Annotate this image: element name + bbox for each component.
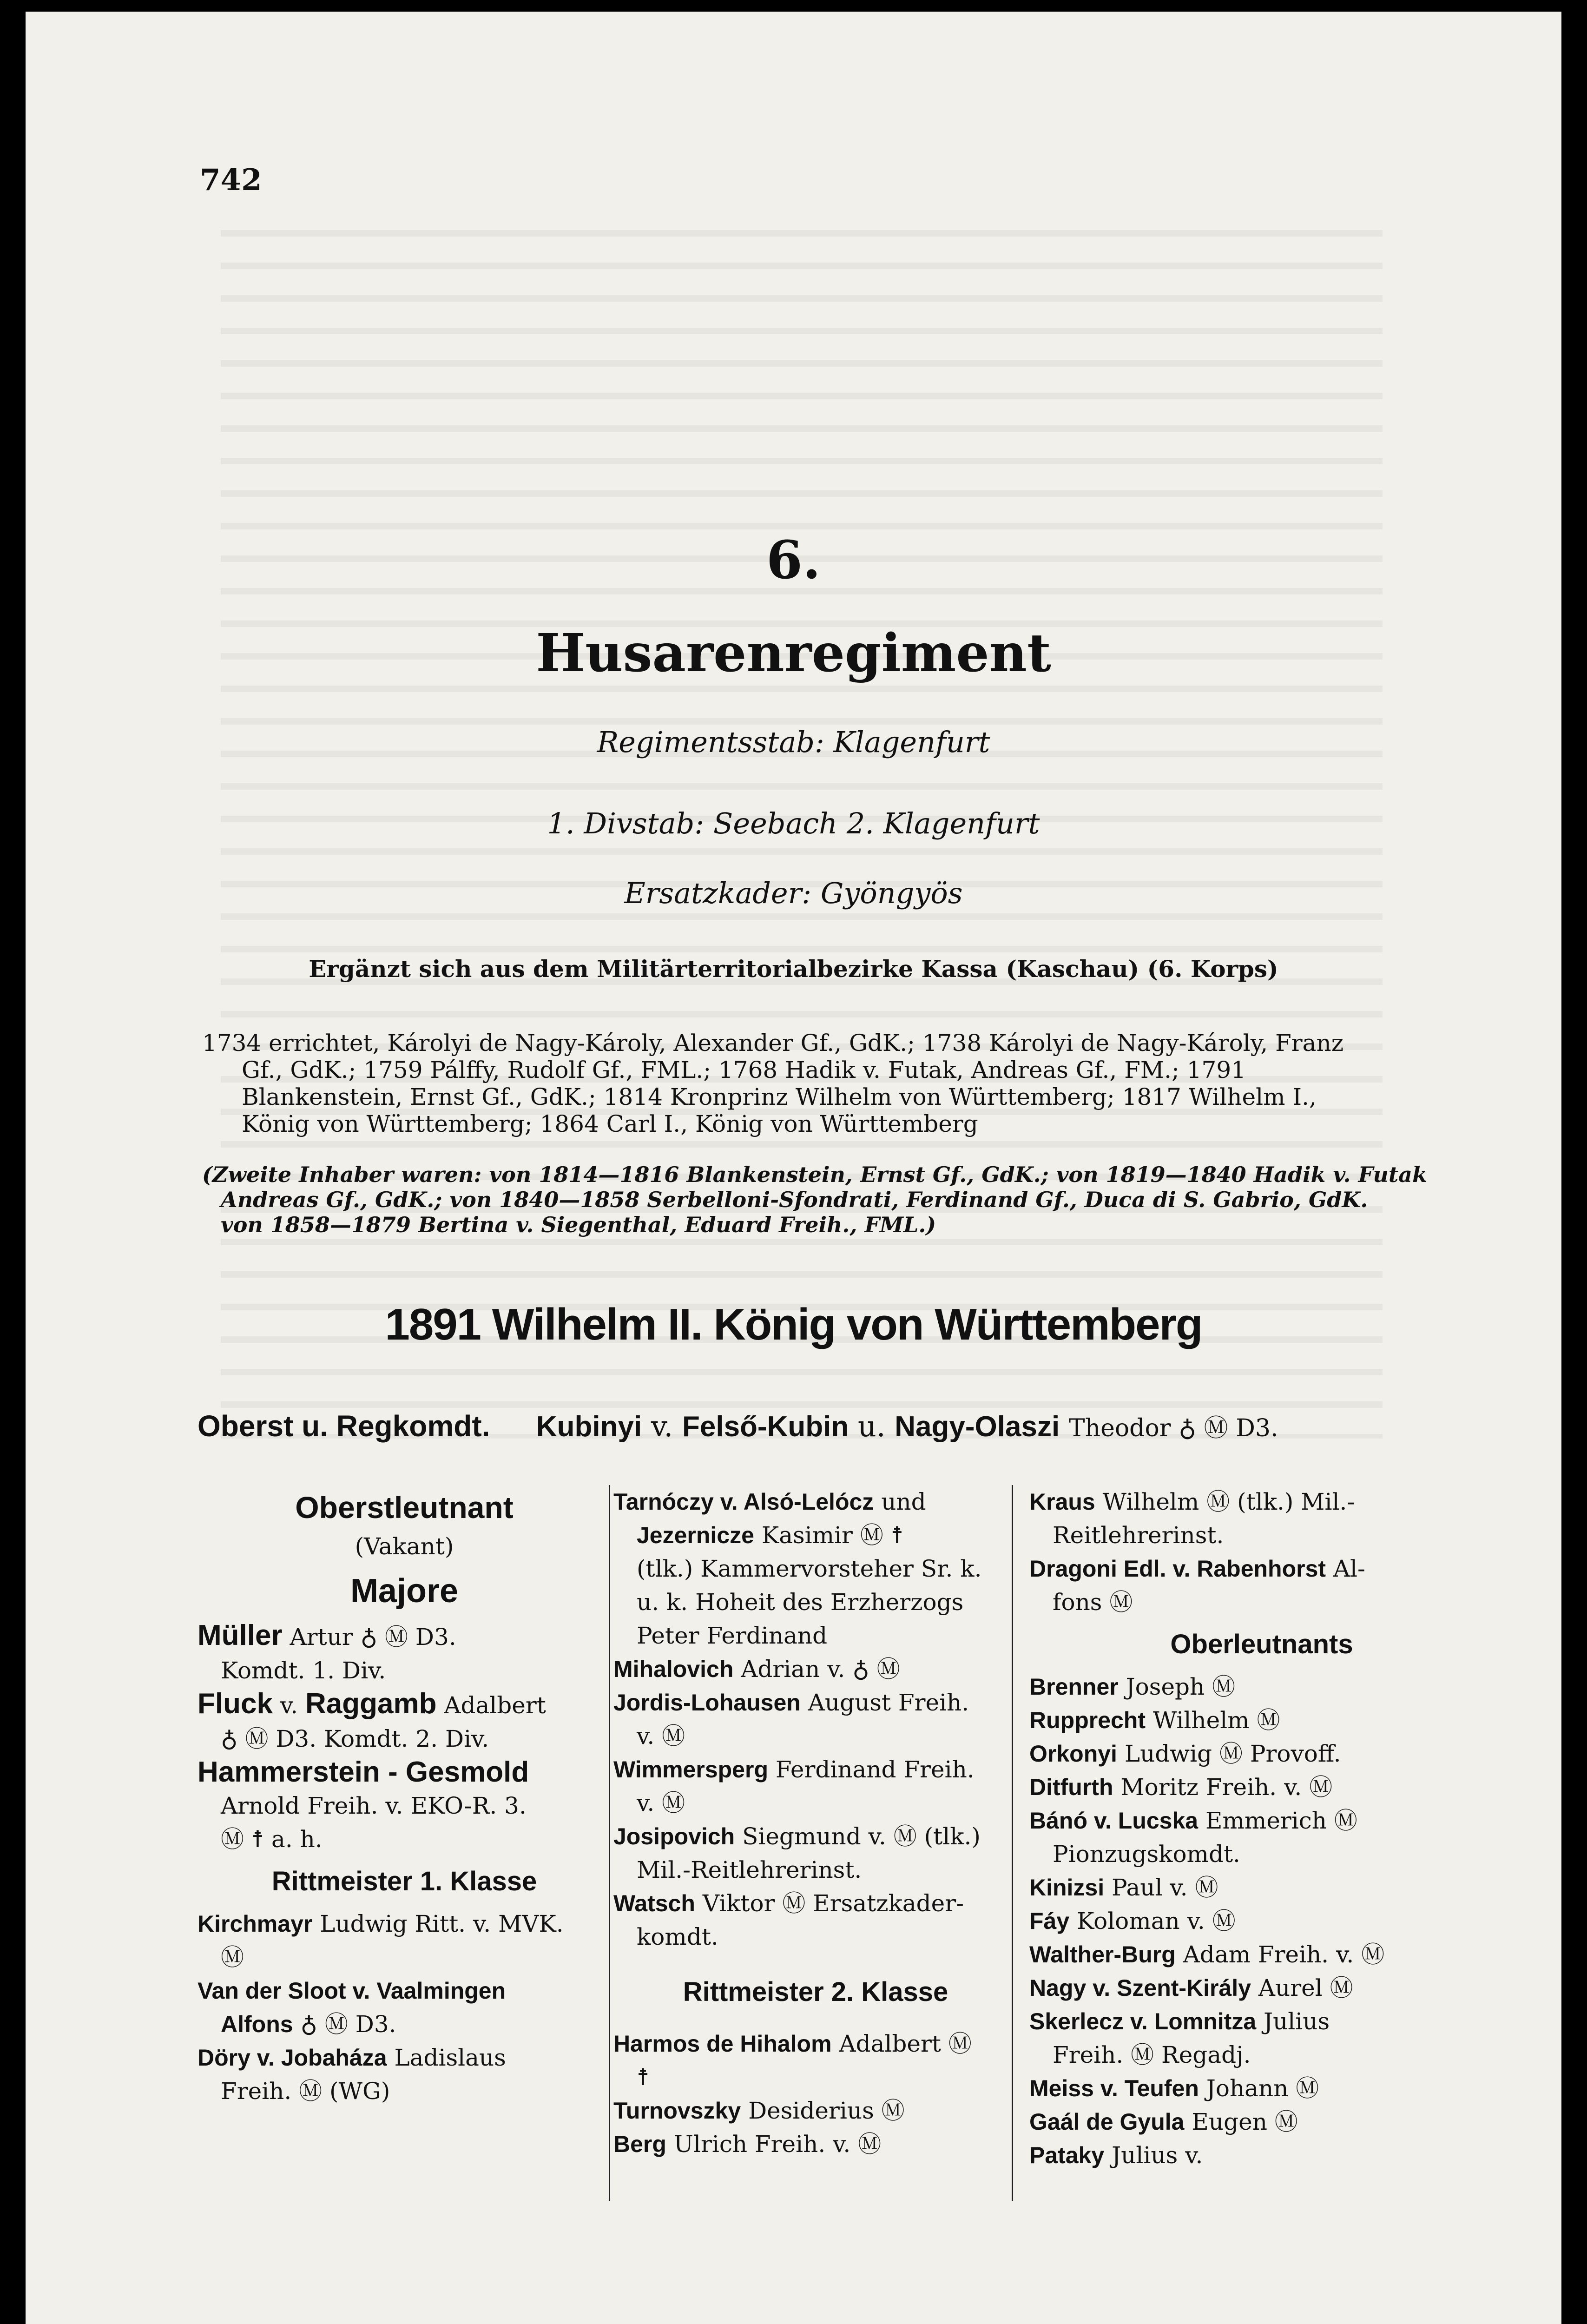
officer-entry-cont: Arnold Freih. v. EKO-R. 3. bbox=[221, 1792, 527, 1819]
officer-details: Siegmund v. Ⓜ (tlk.) bbox=[742, 1823, 981, 1850]
officer-details: Koloman v. Ⓜ bbox=[1077, 1908, 1236, 1934]
officer-entry-cont: v. Ⓜ bbox=[637, 1723, 685, 1750]
officer-entry-cont: (tlk.) Kammervorsteher Sr. k. bbox=[637, 1555, 982, 1582]
officer-entry-cont: ☨ bbox=[637, 2064, 650, 2091]
officer-details: Adrian v. ♁ Ⓜ bbox=[741, 1656, 900, 1683]
officer-entry-cont: fons Ⓜ bbox=[1053, 1589, 1133, 1616]
officer-name: Turnovszky bbox=[613, 2098, 741, 2124]
second-owners-line: von 1858—1879 Bertina v. Siegenthal, Eduard Freih., FML.) bbox=[221, 1212, 936, 1237]
officer-entry-cont: v. Ⓜ bbox=[637, 1789, 685, 1816]
officer-details: Al- bbox=[1333, 1555, 1365, 1582]
officer-entry bbox=[1029, 1804, 1494, 1837]
officer-entry bbox=[1029, 1904, 1494, 1938]
oberst-rank: Oberst u. Regkomdt. bbox=[198, 1409, 490, 1443]
oberst-name: Felső-Kubin bbox=[682, 1411, 849, 1443]
divisionsstab-line: 1. Divstab: Seebach 2. Klagenfurt bbox=[547, 806, 1040, 840]
officer-entry-cont: Freih. Ⓜ (WG) bbox=[221, 2078, 390, 2105]
officer-details: Eugen Ⓜ bbox=[1192, 2108, 1298, 2135]
officer-name: Ditfurth bbox=[1029, 1774, 1113, 1800]
page-number: 742 bbox=[200, 163, 262, 198]
document-page bbox=[26, 12, 1561, 2324]
history-line: Gf., GdK.; 1759 Pálffy, Rudolf Gf., FML.; 1768 Hadik v. Futak, Andreas Gf., FM.; 1791 bbox=[242, 1056, 1246, 1083]
officer-name: Tarnóczy v. Alsó-Lelócz bbox=[613, 1489, 874, 1515]
history-line: König von Württemberg; 1864 Carl I., König von Württemberg bbox=[242, 1110, 978, 1137]
officer-entry bbox=[1029, 2105, 1494, 2139]
officer-entry bbox=[198, 2007, 611, 2041]
officer-entry bbox=[613, 1519, 1018, 1552]
officer-name: Döry v. Jobaháza bbox=[198, 2045, 387, 2071]
officer-entry bbox=[1029, 1770, 1494, 1804]
officer-entry-cont: Ⓜ ☨ a. h. bbox=[221, 1826, 323, 1853]
officer-entry-cont: Komdt. 1. Div. bbox=[221, 1657, 386, 1684]
oberst-entry bbox=[198, 1408, 1278, 1443]
officer-details: Ludwig Ⓜ Provoff. bbox=[1124, 1740, 1341, 1767]
officer-details: Desiderius Ⓜ bbox=[748, 2097, 905, 2124]
officer-name: Jordis-Lohausen bbox=[613, 1690, 801, 1716]
officer-entry bbox=[1029, 2072, 1494, 2105]
officer-details: Wilhelm Ⓜ (tlk.) Mil.- bbox=[1102, 1488, 1355, 1515]
officers-column-middle bbox=[613, 1485, 1018, 2161]
officer-entry-cont: Peter Ferdinand bbox=[637, 1622, 828, 1649]
officer-entry-cont: u. k. Hoheit des Erzherzogs bbox=[637, 1589, 964, 1616]
officer-name: Raggamb bbox=[305, 1688, 437, 1720]
oberst-details: Theodor ♁ Ⓜ D3. bbox=[1068, 1414, 1278, 1442]
regimentsstab-line: Regimentsstab: Klagenfurt bbox=[597, 725, 990, 759]
officer-details: Emmerich Ⓜ bbox=[1205, 1807, 1357, 1834]
officer-details: Johann Ⓜ bbox=[1206, 2075, 1319, 2102]
section-heading-rittmeister-1: Rittmeister 1. Klasse bbox=[271, 1866, 537, 1896]
officer-entry bbox=[1029, 1485, 1494, 1519]
officer-name: Harmos de Hihalom bbox=[613, 2031, 832, 2057]
regiment-number: 6. bbox=[766, 530, 821, 591]
officer-details: Joseph Ⓜ bbox=[1126, 1673, 1236, 1700]
officer-name: Nagy v. Szent-Király bbox=[1029, 1975, 1251, 2001]
officer-name: Fáy bbox=[1029, 1908, 1070, 1934]
section-heading-rittmeister-2: Rittmeister 2. Klasse bbox=[683, 1977, 948, 2007]
officer-name: Müller bbox=[198, 1619, 283, 1651]
officer-entry-cont: Reitlehrerinst. bbox=[1053, 1522, 1224, 1549]
officer-name: Watsch bbox=[613, 1890, 695, 1916]
officer-details: August Freih. bbox=[808, 1689, 969, 1716]
section-heading-oberleutnants: Oberleutnants bbox=[1170, 1629, 1353, 1659]
section-heading-majore: Majore bbox=[350, 1572, 459, 1610]
officer-entry bbox=[613, 1753, 1018, 1786]
officer-details: Paul v. Ⓜ bbox=[1112, 1874, 1218, 1901]
officer-name: Meiss v. Teufen bbox=[1029, 2075, 1199, 2101]
officer-details: Moritz Freih. v. Ⓜ bbox=[1120, 1774, 1333, 1801]
officer-name: Wimmersperg bbox=[613, 1756, 768, 1783]
officer-name: Kinizsi bbox=[1029, 1875, 1105, 1901]
officer-details: Artur ♁ Ⓜ D3. bbox=[290, 1624, 456, 1651]
officer-details: Aurel Ⓜ bbox=[1258, 1974, 1353, 2001]
officer-entry-cont: Mil.-Reitlehrerinst. bbox=[637, 1856, 862, 1883]
second-owners-line: Andreas Gf., GdK.; von 1840—1858 Serbelloni-Sfondrati, Ferdinand Gf., Duca di S. Gabrio, GdK. bbox=[221, 1187, 1368, 1212]
officer-details: Adalbert Ⓜ bbox=[839, 2030, 972, 2057]
officers-column-right bbox=[1015, 1485, 1494, 2172]
officer-entry bbox=[198, 1619, 611, 1654]
officer-details: Adalbert bbox=[444, 1692, 546, 1719]
officer-details: ♁ Ⓜ D3. bbox=[300, 2011, 396, 2038]
officer-name: Walther-Burg bbox=[1029, 1941, 1176, 1967]
officer-details: Ulrich Freih. v. Ⓜ bbox=[673, 2131, 882, 2158]
officer-entry bbox=[1029, 1670, 1494, 1703]
officer-entry bbox=[1029, 1871, 1494, 1904]
second-owners-note bbox=[202, 1162, 1429, 1237]
officer-entry bbox=[613, 2027, 1018, 2060]
officer-entry-cont: ♁ Ⓜ D3. Komdt. 2. Div. bbox=[221, 1725, 489, 1752]
officer-entry bbox=[613, 1485, 1018, 1519]
officer-name: Orkonyi bbox=[1029, 1741, 1117, 1767]
officer-name: Berg bbox=[613, 2131, 666, 2157]
recruitment-district-line: Ergänzt sich aus dem Militärterritorialbezirke Kassa (Kaschau) (6. Korps) bbox=[309, 955, 1278, 983]
officer-details: Kasimir Ⓜ ☨ bbox=[761, 1522, 903, 1549]
officer-entry-cont: komdt. bbox=[637, 1923, 718, 1950]
officer-entry bbox=[1029, 1552, 1494, 1585]
oberst-particle: u. bbox=[857, 1409, 886, 1443]
officer-entry-cont: Freih. Ⓜ Regadj. bbox=[1053, 2041, 1251, 2068]
officer-entry bbox=[198, 2041, 611, 2074]
regiment-owner-heading: 1891 Wilhelm II. König von Württemberg bbox=[385, 1300, 1202, 1349]
regiment-history bbox=[202, 1030, 1429, 1137]
officer-name: Rupprecht bbox=[1029, 1707, 1146, 1733]
officer-details: und bbox=[881, 1488, 926, 1515]
vakant-note: (Vakant) bbox=[355, 1533, 454, 1560]
officer-name: Fluck bbox=[198, 1688, 273, 1720]
officer-entry bbox=[613, 1820, 1018, 1853]
officer-details: Viktor Ⓜ Ersatzkader- bbox=[702, 1890, 964, 1917]
officer-details: Ferdinand Freih. bbox=[775, 1756, 975, 1783]
officer-details: Julius v. bbox=[1112, 2142, 1203, 2169]
officer-entry-cont: Ⓜ bbox=[221, 1944, 244, 1971]
officer-entry bbox=[613, 1652, 1018, 1686]
officer-entry bbox=[613, 1887, 1018, 1920]
officer-details: Adam Freih. v. Ⓜ bbox=[1183, 1941, 1385, 1968]
officers-column-left bbox=[198, 1485, 611, 2108]
officer-entry bbox=[1029, 1938, 1494, 1971]
officer-details: Ladislaus bbox=[394, 2044, 506, 2071]
officer-name: Dragoni Edl. v. Rabenhorst bbox=[1029, 1556, 1326, 1582]
officer-name: Josipovich bbox=[613, 1823, 735, 1849]
officer-entry bbox=[1029, 2139, 1494, 2172]
officer-entry bbox=[1029, 1737, 1494, 1770]
officer-name: Bánó v. Lucska bbox=[1029, 1808, 1198, 1834]
officer-entry bbox=[613, 2127, 1018, 2161]
officer-entry bbox=[1029, 1971, 1494, 2005]
officer-entry bbox=[1029, 2005, 1494, 2038]
officer-entry bbox=[198, 1907, 611, 1941]
officer-name: Kirchmayr bbox=[198, 1911, 313, 1937]
oberst-name: Nagy-Olaszi bbox=[895, 1411, 1060, 1443]
oberst-particle: v. bbox=[651, 1409, 673, 1443]
officer-name: Hammerstein - Gesmold bbox=[198, 1756, 529, 1788]
officer-entry bbox=[1029, 1703, 1494, 1737]
regiment-title: Husarenregiment bbox=[536, 623, 1051, 684]
officer-details: Julius bbox=[1264, 2008, 1330, 2035]
officer-entry-cont: Pionzugskomdt. bbox=[1053, 1841, 1240, 1868]
officer-particle: v. bbox=[280, 1692, 298, 1719]
second-owners-line: (Zweite Inhaber waren: von 1814—1816 Blankenstein, Ernst Gf., GdK.; von 1819—1840 Hadik v. Futak bbox=[202, 1162, 1427, 1187]
officer-name: Jezernicze bbox=[637, 1522, 754, 1548]
section-heading-oberstleutnant: Oberstleutnant bbox=[295, 1490, 514, 1525]
officer-entry bbox=[198, 1687, 611, 1722]
ersatzkader-line: Ersatzkader: Gyöngyös bbox=[624, 876, 963, 910]
officer-details: Ludwig Ritt. v. MVK. bbox=[320, 1910, 564, 1937]
history-line: 1734 errichtet, Károlyi de Nagy-Károly, Alexander Gf., GdK.; 1738 Károlyi de Nagy-Károly, Franz bbox=[202, 1030, 1344, 1056]
officer-name: Alfons bbox=[221, 2011, 293, 2037]
officer-name: Pataky bbox=[1029, 2142, 1105, 2168]
oberst-name: Kubinyi bbox=[536, 1411, 642, 1443]
history-line: Blankenstein, Ernst Gf., GdK.; 1814 Kronprinz Wilhelm von Württemberg; 1817 Wilhelm I., bbox=[242, 1083, 1317, 1110]
officer-name: Brenner bbox=[1029, 1674, 1119, 1700]
officer-name: Skerlecz v. Lomnitza bbox=[1029, 2008, 1257, 2034]
officer-entry bbox=[613, 1686, 1018, 1719]
officer-details: Wilhelm Ⓜ bbox=[1152, 1707, 1280, 1734]
officer-name: Gaál de Gyula bbox=[1029, 2109, 1185, 2135]
officer-name: Kraus bbox=[1029, 1489, 1095, 1515]
officer-entry bbox=[613, 2094, 1018, 2127]
officer-name: Van der Sloot v. Vaalmingen bbox=[198, 1978, 506, 2004]
officer-name: Mihalovich bbox=[613, 1656, 734, 1682]
